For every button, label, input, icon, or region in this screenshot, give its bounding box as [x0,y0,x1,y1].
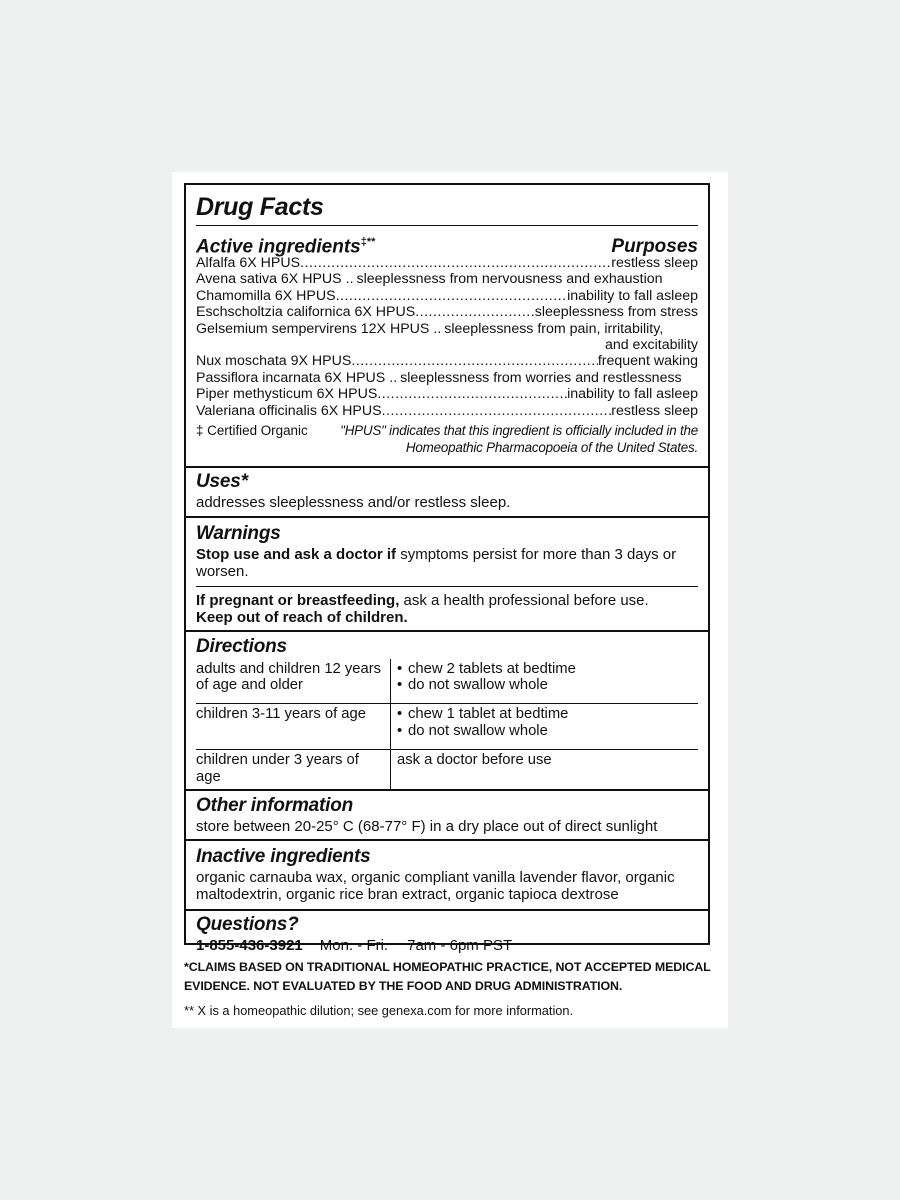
questions-heading: Questions? [196,914,299,936]
warnings-heading: Warnings [196,522,281,544]
phone-number: 1-855-436-3921 [196,937,303,955]
ingredient-row [196,304,698,320]
bullet-icon: • [397,723,403,740]
pregnancy-warning: If pregnant or breastfeeding, ask a health professional before use. [196,591,649,609]
claims-disclaimer: *CLAIMS BASED ON TRADITIONAL HOMEOPATHIC PRACTICE, NOT ACCEPTED MEDICAL EVIDENCE. NOT EVALUATED BY THE FOOD AND DRUG ADMINISTRATION. [184,960,711,993]
dot-leader [382,403,612,419]
short-leader: .. [345,271,354,288]
bullet-icon: • [397,660,403,677]
contact-days: Mon. - Fri. [319,937,389,955]
ingredient-name: Gelsemium sempervirens 12X HPUS [196,320,430,337]
directions-heading: Directions [196,635,287,657]
active-ingredients-list [196,255,698,419]
label-footer [184,958,724,1019]
other-information-text: store between 20-25° C (68-77° F) in a dry place out of direct sunlight [196,818,658,836]
hpus-definition: "HPUS" indicates that this ingredient is officially included in the Homeopathic Pharmacopoeia of the United States. [340,423,698,455]
dot-leader [415,304,535,320]
drug-facts-panel [184,183,710,955]
bullet-icon: • [397,677,403,694]
other-information-heading: Other information [196,795,354,817]
inactive-ingredients-heading: Inactive ingredients [196,846,371,868]
ingredient-purpose: frequent waking [597,353,698,370]
directions-dose: • chew 1 tablet at bedtime • do not swallow whole [391,704,699,750]
ingredient-purpose: restless sleep [611,255,698,271]
directions-section [186,630,708,790]
ingredient-name: Chamomilla 6X HPUS [196,287,336,304]
ingredient-name: Piper methysticum 6X HPUS [196,386,378,403]
directions-age: adults and children 12 years of age and older [196,659,391,704]
directions-age: children 3-11 years of age [196,704,391,750]
ingredient-purpose: inability to fall asleep [567,287,698,304]
directions-dose: ask a doctor before use [397,751,552,768]
ingredient-purpose: sleeplessness from pain, irritability, [444,320,664,337]
uses-section [186,466,708,516]
ingredient-row [196,288,698,304]
hpus-note [196,423,698,457]
ingredient-name: Avena sativa 6X HPUS [196,271,342,288]
ingredient-row [196,386,698,402]
ingredient-row [196,370,698,386]
ingredient-purpose: sleeplessness from worries and restlessness [400,369,682,386]
other-information-section [186,789,708,839]
ingredient-row [196,353,698,369]
ingredient-name: Alfalfa 6X HPUS [196,255,301,271]
ingredient-purpose: sleeplessness from nervousness and exhaustion [356,271,663,288]
short-leader: .. [433,320,442,337]
dilution-note: ** X is a homeopathic dilution; see genexa.com for more information. [184,1003,574,1018]
inactive-ingredients-section [186,839,708,909]
certified-organic-note: ‡ Certified Organic [196,423,308,439]
ingredient-purpose: sleeplessness from stress [534,304,698,321]
stop-use-warning: Stop use and ask a doctor if symptoms persist for more than 3 days or worsen. [196,545,677,580]
children-warning: Keep out of reach of children. [196,608,408,626]
ingredient-purpose: inability to fall asleep [567,386,698,403]
uses-text: addresses sleeplessness and/or restless sleep. [196,493,511,511]
ingredient-purpose-continuation: and excitability [604,337,698,354]
questions-contact [196,937,698,955]
ingredient-name: Eschscholtzia californica 6X HPUS [196,304,416,321]
ingredient-name: Passiflora incarnata 6X HPUS [196,369,386,386]
ingredient-name: Valeriana officinalis 6X HPUS [196,402,382,419]
drug-facts-title: Drug Facts [196,185,698,226]
dot-leader [336,288,568,304]
ingredient-row [196,403,698,419]
directions-table [196,659,698,790]
directions-row [196,704,698,750]
warnings-divider [196,586,698,587]
ingredient-purpose: restless sleep [611,402,698,419]
dot-leader [377,386,567,402]
contact-hours: 7am - 6pm PST [407,937,513,955]
directions-row [196,659,698,704]
dot-leader [351,353,597,369]
questions-section [186,909,708,955]
ingredient-row [196,255,698,271]
ingredient-row [196,271,698,287]
bullet-icon: • [397,706,403,723]
directions-row [196,749,698,789]
directions-age: children under 3 years of age [196,749,391,789]
heading-footnote-marks: ‡** [360,236,376,248]
ingredient-name: Nux moschata 9X HPUS [196,353,352,370]
dot-leader [300,255,611,271]
active-ingredients-heading: Active ingredients‡** [196,236,376,258]
label-card [172,172,728,1028]
ingredient-row [196,321,698,337]
warnings-section [186,516,708,630]
inactive-ingredients-text: organic carnauba wax, organic compliant vanilla lavender flavor, organic maltodextrin, organic rice bran extract, organic tapioca dextrose [196,869,675,904]
short-leader: .. [389,369,398,386]
active-ingredients-header [196,226,698,258]
uses-heading: Uses* [196,470,248,492]
purposes-heading: Purposes [611,236,698,258]
directions-dose: • chew 2 tablets at bedtime • do not swallow whole [391,659,699,704]
